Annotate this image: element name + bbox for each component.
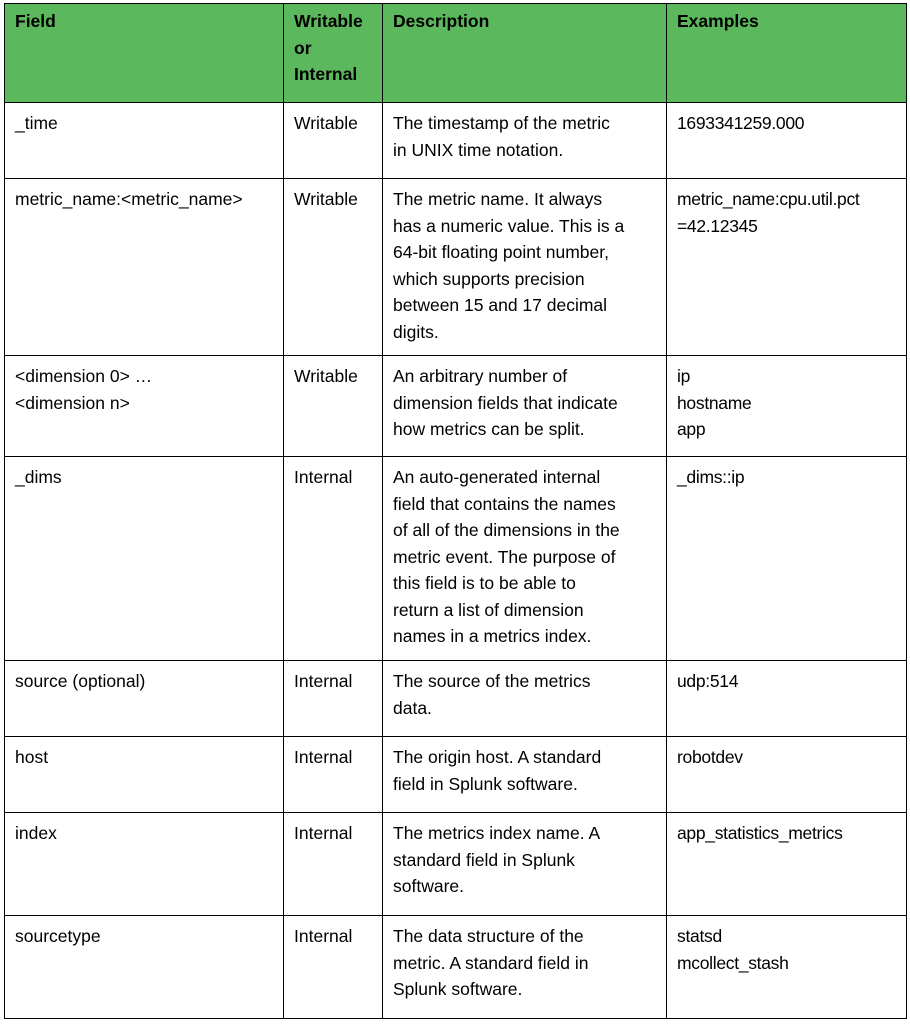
cell-description-line: The source of the metrics xyxy=(393,671,591,691)
cell-writable xyxy=(284,737,383,813)
cell-description-line: metric event. The purpose of xyxy=(393,546,616,567)
cell-writable-line: Writable xyxy=(294,113,358,133)
cell-field-line: <dimension n> xyxy=(15,392,130,413)
cell-description-line: field in Splunk software. xyxy=(393,773,578,794)
cell-description-line: which supports precision xyxy=(393,268,585,289)
cell-writable-line: Writable xyxy=(294,189,358,209)
cell-field xyxy=(5,916,284,1019)
cell-examples-line: app_statistics_metrics xyxy=(677,823,843,843)
cell-writable-line: Internal xyxy=(294,823,353,843)
cell-description-line: in UNIX time notation. xyxy=(393,139,564,160)
cell-description xyxy=(383,179,667,356)
cell-description xyxy=(383,457,667,661)
cell-description xyxy=(383,103,667,179)
table-row xyxy=(5,813,907,916)
cell-examples-line: statsd xyxy=(677,926,722,946)
table-row xyxy=(5,103,907,179)
header-examples-label: Examples xyxy=(677,11,759,31)
cell-examples-line: robotdev xyxy=(677,747,743,767)
cell-description-line: standard field in Splunk xyxy=(393,849,575,870)
cell-description xyxy=(383,356,667,457)
cell-examples-line: 1693341259.000 xyxy=(677,113,805,133)
cell-examples-line: udp:514 xyxy=(677,671,739,691)
cell-description-line: of all of the dimensions in the xyxy=(393,520,620,540)
cell-description-line: return a list of dimension xyxy=(393,599,584,620)
header-writable xyxy=(284,4,383,103)
cell-writable xyxy=(284,179,383,356)
cell-examples-line: _dims::ip xyxy=(677,467,745,487)
cell-description-line: An arbitrary number of xyxy=(393,366,568,386)
table-row xyxy=(5,737,907,813)
cell-description-line: Splunk software. xyxy=(393,979,523,999)
cell-examples-line: hostname xyxy=(677,392,752,413)
cell-field xyxy=(5,661,284,737)
cell-description-line: An auto-generated internal xyxy=(393,467,601,487)
cell-field xyxy=(5,737,284,813)
cell-examples xyxy=(667,916,907,1019)
cell-examples-line: metric_name:cpu.util.pct xyxy=(677,189,860,209)
cell-description-line: this field is to be able to xyxy=(393,573,576,593)
cell-description-line: names in a metrics index. xyxy=(393,626,592,646)
cell-field xyxy=(5,356,284,457)
cell-writable-line: Internal xyxy=(294,467,353,487)
cell-field xyxy=(5,103,284,179)
cell-examples-line: =42.12345 xyxy=(677,215,758,236)
header-field xyxy=(5,4,284,103)
header-writable-line: Internal xyxy=(294,64,358,84)
cell-writable xyxy=(284,457,383,661)
cell-field-line: source (optional) xyxy=(15,671,146,691)
header-description-label: Description xyxy=(393,11,490,31)
cell-examples xyxy=(667,813,907,916)
cell-description-line: 64-bit floating point number, xyxy=(393,242,609,262)
cell-description-line: between 15 and 17 decimal xyxy=(393,295,608,315)
cell-examples xyxy=(667,737,907,813)
cell-description xyxy=(383,737,667,813)
header-field-label: Field xyxy=(15,11,56,31)
header-examples xyxy=(667,4,907,103)
cell-examples-line: ip xyxy=(677,366,691,386)
cell-field-line: host xyxy=(15,747,49,767)
cell-description-line: The metrics index name. A xyxy=(393,823,601,843)
cell-examples-line: mcollect_stash xyxy=(677,952,789,973)
cell-field xyxy=(5,179,284,356)
header-writable-line: Writable xyxy=(294,11,363,31)
cell-description-line: The timestamp of the metric xyxy=(393,113,610,133)
cell-writable xyxy=(284,916,383,1019)
cell-writable-line: Internal xyxy=(294,926,353,946)
cell-field xyxy=(5,813,284,916)
header-writable-line: or xyxy=(294,37,312,58)
cell-field xyxy=(5,457,284,661)
cell-description-line: The metric name. It always xyxy=(393,189,603,209)
cell-examples xyxy=(667,103,907,179)
cell-writable xyxy=(284,813,383,916)
cell-description xyxy=(383,916,667,1019)
cell-description-line: data. xyxy=(393,697,432,718)
cell-description-line: has a numeric value. This is a xyxy=(393,215,625,236)
table-row xyxy=(5,179,907,356)
cell-examples xyxy=(667,457,907,661)
cell-field-line: sourcetype xyxy=(15,926,101,946)
cell-writable-line: Internal xyxy=(294,747,353,767)
cell-writable xyxy=(284,661,383,737)
cell-description xyxy=(383,813,667,916)
cell-field-line: <dimension 0> … xyxy=(15,366,153,386)
cell-description-line: field that contains the names xyxy=(393,493,616,514)
cell-writable xyxy=(284,356,383,457)
cell-writable xyxy=(284,103,383,179)
cell-writable-line: Writable xyxy=(294,366,358,386)
cell-writable-line: Internal xyxy=(294,671,353,691)
cell-examples xyxy=(667,179,907,356)
cell-description-line: dimension fields that indicate xyxy=(393,392,618,413)
cell-description-line: metric. A standard field in xyxy=(393,952,589,973)
table-row xyxy=(5,356,907,457)
table-row xyxy=(5,457,907,661)
cell-field-line: index xyxy=(15,823,57,843)
cell-description xyxy=(383,661,667,737)
cell-examples xyxy=(667,661,907,737)
cell-examples xyxy=(667,356,907,457)
header-description xyxy=(383,4,667,103)
cell-field-line: _time xyxy=(15,113,58,133)
cell-description-line: how metrics can be split. xyxy=(393,419,585,439)
table-row xyxy=(5,916,907,1019)
header-row xyxy=(5,4,907,103)
cell-description-line: software. xyxy=(393,876,464,896)
cell-examples-line: app xyxy=(677,419,706,439)
cell-description-line: The origin host. A standard xyxy=(393,747,602,767)
metrics-fields-table xyxy=(4,3,907,1019)
cell-field-line: _dims xyxy=(15,467,62,487)
cell-description-line: The data structure of the xyxy=(393,926,584,946)
table-row xyxy=(5,661,907,737)
cell-description-line: digits. xyxy=(393,321,439,342)
cell-field-line: metric_name:<metric_name> xyxy=(15,189,243,209)
